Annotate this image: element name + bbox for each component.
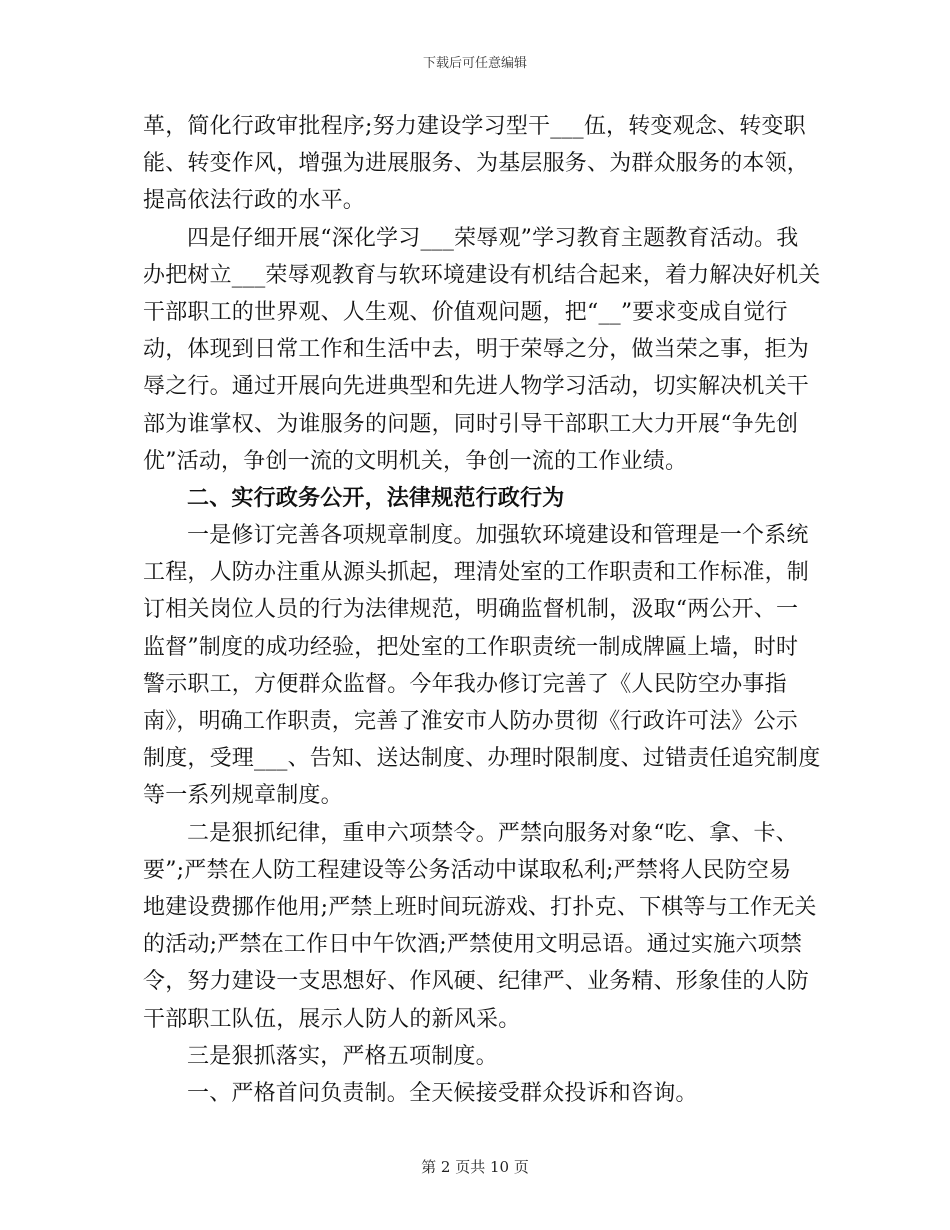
body-line: 监督”制度的成功经验，把处室的工作职责统一制成牌匾上墙，时时 <box>143 634 799 660</box>
body-line: 辱之行。通过开展向先进典型和先进人物学习活动，切实解决机关干 <box>143 374 810 400</box>
body-line: 革，简化行政审批程序;努力建设学习型干___伍，转变观念、转变职 <box>143 114 806 139</box>
body-line: 的活动;严禁在工作日中午饮酒;严禁使用文明忌语。通过实施六项禁 <box>143 932 803 958</box>
body-line: 工程，人防办注重从源头抓起，理清处室的工作职责和工作标准，制 <box>143 560 810 586</box>
page-footer: 第 2 页共 10 页 <box>421 1158 529 1176</box>
section-heading: 二、实行政务公开，法律规范行政行为 <box>187 484 565 511</box>
paragraph-start-line: 三是狠抓落实，严格五项制度。 <box>187 1043 498 1069</box>
paragraph-start-line: 四是仔细开展“深化学习___荣辱观”学习教育主题教育活动。我 <box>187 225 799 251</box>
body-line: 南》，明确工作职责，完善了淮安市人防办贯彻《行政许可法》公示 <box>143 709 799 734</box>
body-line: 等一系列规章制度。 <box>143 783 343 809</box>
body-line: 办把树立___荣辱观教育与软环境建设有机结合起来，着力解决好机关 <box>143 262 821 288</box>
body-line: 优”活动，争创一流的文明机关，争创一流的工作业绩。 <box>143 448 688 474</box>
body-line: 动，体现到日常工作和生活中去，明于荣辱之分，做当荣之事，拒为 <box>143 337 810 363</box>
body-line: 制度，受理___、告知、送达制度、办理时限制度、过错责任追究制度 <box>143 746 821 772</box>
paragraph-start-line: 一、严格首问负责制。全天候接受群众投诉和咨询。 <box>187 1080 698 1106</box>
body-line: 提高依法行政的水平。 <box>143 188 366 214</box>
body-line: 干部职工队伍，展示人防人的新风采。 <box>143 1006 521 1032</box>
body-line: 部为谁掌权、为谁服务的问题，同时引导干部职工大力开展“争先创 <box>143 411 799 437</box>
body-line: 地建设费挪作他用;严禁上班时间玩游戏、打扑克、下棋等与工作无关 <box>143 894 817 920</box>
body-line: 警示职工，方便群众监督。今年我办修订完善了《人民防空办事指 <box>143 671 787 697</box>
body-line: 要”;严禁在人防工程建设等公务活动中谋取私利;严禁将人民防空易 <box>143 857 792 883</box>
document-body <box>143 108 821 1112</box>
paragraph-start-line: 二是狠抓纪律，重申六项禁令。严禁向服务对象“吃、拿、卡、 <box>187 820 798 846</box>
body-line: 令，努力建设一支思想好、作风硬、纪律严、业务精、形象佳的人防 <box>143 969 810 995</box>
body-line: 订相关岗位人员的行为法律规范，明确监督机制，汲取“两公开、一 <box>143 597 799 623</box>
paragraph-start-line: 一是修订完善各项规章制度。加强软环境建设和管理是一个系统 <box>187 523 809 549</box>
body-line: 能、转变作风，增强为进展服务、为基层服务、为群众服务的本领， <box>143 151 810 177</box>
page-header: 下载后可任意编辑 <box>422 56 527 71</box>
body-line: 干部职工的世界观、人生观、价值观问题，把“__”要求变成自觉行 <box>143 299 788 325</box>
